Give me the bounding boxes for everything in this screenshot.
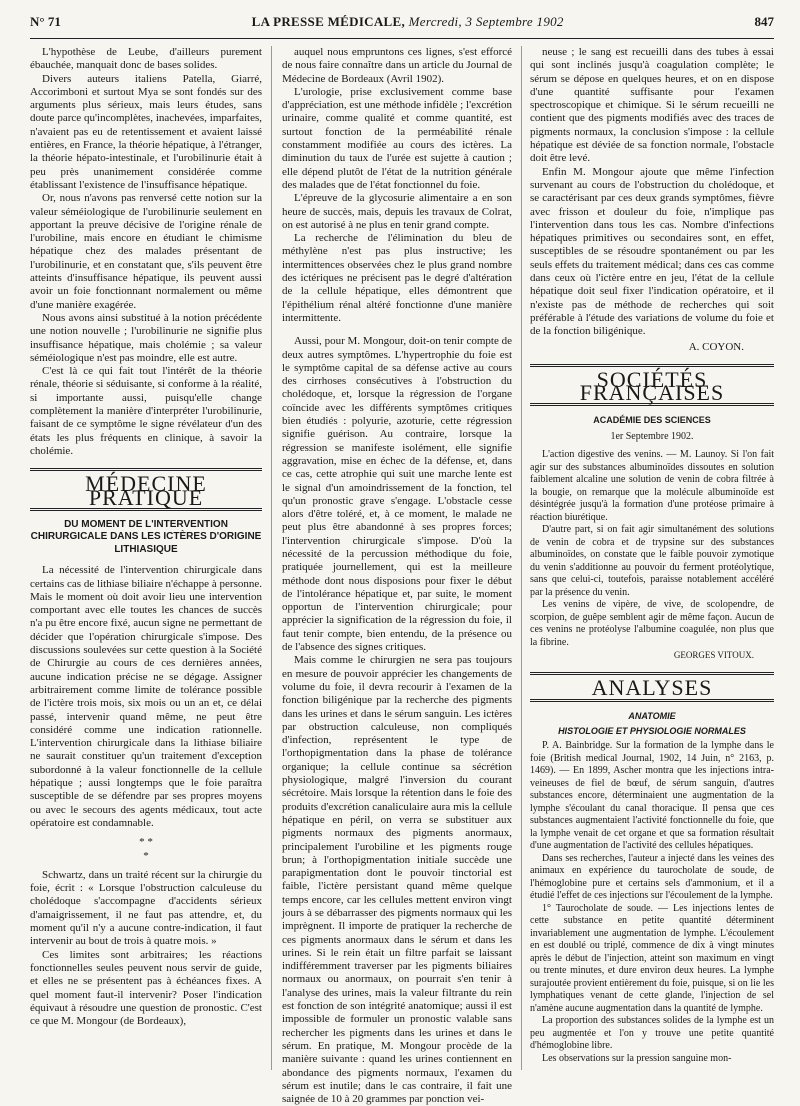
issue-date: Mercredi, 3 Septembre 1902 — [408, 14, 564, 29]
paragraph: D'autre part, si on fait agir simultanément des solutions de venin de cobra et de trypsine sur des substances albuminoïdes, on constate que le faible pouvoir zymotique du venin s'additionne au pouvoir du ferment protéolytique, sans que celui-ci, toutefois, paraisse notablement accéléré par la présence du venin. — [530, 524, 774, 598]
paragraph: C'est là ce qui fait tout l'intérêt de la théorie rénale, théorie si séduisante, si conforme à la réalité, si importante aussi, puisqu'elle change complètement la manière d'interpréter l'urobilinurie, faisant de ce symptôme le signe révélateur d'un des états les plus fréquents en clinique, à savoir la cholémie. — [30, 365, 262, 457]
paragraph-gap — [282, 325, 512, 335]
category-heading: ANATOMIE — [628, 710, 676, 721]
paragraph: 1° Taurocholate de soude. — Les injections lentes de cette substance en petite quantité déterminent invariablement une augmentation de lymphe. L'écoulement en est doublé ou triplé, commence de dix à vingt minutes après le début de l'injection, atteint son maximum en vingt ou trente minutes, et dure environ deux heures. La lymphe surajoutée provient entièrement du foie, puisque, si on lie les lymphatiques venant de cette glande, l'injection de sel n'amène aucune augmentation dans la quantité de lymphe. — [530, 902, 774, 1014]
page-header — [30, 14, 774, 39]
paragraph: Aussi, pour M. Mongour, doit-on tenir compte de deux autres symptômes. L'hypertrophie du foie est le symptôme capital de sa défense active au cours des cirrhoses consécutives à l'obstruction du cholédoque, et, lorsque la régression de l'organe coïncide avec les différents symptômes critiques bien étudiés : polyurie, azoturie, cette régression signifie guérison. Au contraire, lorsque la régression se manifeste isolément, elle signifie aggravation, mise en échec de la défense, et, dans ce cas, cette atrophie qui suit une marche lente est le signal d'un amoindrissement de la fonction, tel qu'un pronostic grave s'engage. L'obstacle cesse alors d'être toléré, et, à ce moment, le malade ne peut plus être abandonné à ses propres forces; l'intervention chirurgicale s'impose. D'où la nécessité de la percussion méthodique du foie, pratiquée journellement, qui est la meilleure méthode dont nous disposions pour fixer le début de l'intolérance hépatique et, par suite, le moment opportun de l'intervention chirurgicale; pour apprécier la signification de la régression du foie, il faut tenir compte, bien entendu, de la présence ou de l'absence des signes critiques. — [282, 335, 512, 654]
paragraph: Nous avons ainsi substitué à la notion précédente une notion nouvelle ; l'urobilinurie ne signifie plus insuffisance hépatique, mais cholémie ; sa valeur séméiologique n'est pas moindre, elle est autre. — [30, 311, 262, 364]
category-heading: HISTOLOGIE ET PHYSIOLOGIE NORMALES — [558, 725, 746, 736]
paragraph: L'urologie, prise exclusivement comme base d'appréciation, est une méthode infidèle ; l'excrétion urinaire, comme qualité et comme quantité, est surtout fonction de la perméabilité rénale constamment modifiée au cours des ictères. La diminution du taux de l'urée est sujette à caution ; elle dépend plutôt de l'état de la nutrition générale des malades que de l'état fonctionnel du foie. — [282, 85, 512, 191]
subsection-heading: ACADÉMIE DES SCIENCES — [593, 415, 711, 426]
paragraph: L'action digestive des venins. — M. Launoy. Si l'on fait agir sur des substances albuminoïdes dissoutes en solution faiblement alcaline une solution de venin de cobra filtrée à la bougie, on remarque que la molécule albuminoïde est désintégrée jusqu'à la formation d'une protéose primaire à réaction biurétique. — [530, 449, 774, 523]
author-signature: A. COYON. — [688, 340, 744, 353]
section-title-medecine-pratique: MÉDECINE PRATIQUE — [30, 468, 262, 511]
issue-number: N° 71 — [30, 14, 61, 29]
paragraph: La recherche de l'élimination du bleu de méthylène n'est pas plus instructive; les intermittences observées chez le plus grand nombre des ictériques ne précisent pas le degré d'altération de la cellule hépatique, elles démontrent que l'épithélium rénal altéré fonctionne d'une manière intermittente. — [282, 232, 512, 324]
paragraph: Divers auteurs italiens Patella, Giarré, Accorimboni et surtout Mya se sont fondés sur des arguments plus sérieux, mais leurs études, sans doute parce qu'incomplètes, inachevées, imparfaites, n'avaient pas eu de retentissement et avaient laissé entières, en France, la théorie hépatique, à l'étranger, la théorie hépato-intestinale, et l'urobilinurie était à peu près unanimement considérée comme établissant l'existence de l'insuffisance hépatique. — [30, 72, 262, 191]
paragraph: neuse ; le sang est recueilli dans des tubes à essai qui sont inclinés jusqu'à coagulation complète; le sérum se dépose en quelques heures, et on en dispose d'une quantité suffisante pour l'examen spectroscopique et chimique. Si le sérum recueilli ne contient que des pigments modifiés avec des traces de pigments normaux, la conclusion s'impose : la cellule hépatique est déviée de sa fonction normale, l'obstacle doit être levé. — [530, 46, 774, 165]
column-divider — [521, 46, 522, 1070]
running-title — [252, 14, 564, 30]
article-title: DU MOMENT DE L'INTERVENTION CHIRURGICALE DANS LES ICTÈRES D'ORIGINE LITHIASIQUE — [30, 518, 262, 555]
session-date: 1er Septembre 1902. — [610, 430, 694, 442]
section-title-analyses: ANALYSES — [530, 672, 774, 701]
paragraph: La proportion des substances solides de la lymphe est un peu augmentée et l'on y trouve une petite quantité d'hémoglobine libre. — [530, 1015, 774, 1052]
paragraph: Dans ses recherches, l'auteur a injecté dans les veines des animaux en expérience du taurocholate de soude, de l'hémoglobine pure et certains sels d'ammonium, et il a étudié l'effet de ces injections sur l'écoulement de la lymphe. — [530, 852, 774, 902]
journal-name: LA PRESSE MÉDICALE, — [251, 14, 406, 29]
author-signature: GEORGES VITOUX. — [673, 650, 754, 661]
paragraph: Or, nous n'avons pas renversé cette notion sur la valeur séméiologique de l'urobilinurie seulement en apportant la preuve décisive de l'origine rénale de l'urobiline, mais encore en étudiant le chimisme hépatique chez des malades présentant de l'urobilinurie, et en constatant que, s'ils peuvent être atteints d'insuffisance hépatique, ils peuvent aussi avoir un foie fonctionnant normalement ou même d'une manière exagérée. — [30, 192, 262, 311]
page-number: 847 — [754, 14, 774, 29]
paragraph: L'hypothèse de Leube, d'ailleurs purement ébauchée, manquait donc de bases solides. — [30, 46, 262, 72]
section-title-societes: SOCIÉTÉS FRANÇAISES — [530, 364, 774, 407]
column-1 — [30, 46, 262, 1070]
paragraph: Enfin M. Mongour ajoute que même l'infection survenant au cours de l'obstruction du cholédoque, et se caractérisant par ces deux grands symptômes, fièvre avec frisson et douleur du foie, n'implique pas l'intervention dans tous les cas. Nombre d'infections hépatiques primitives ou secondaires sont, en effet, susceptibles de se résoudre spontanément ou par les seuls effets du traitement médical; dans ces cas comme dans ceux où l'ictère entre en jeu, l'état de la cellule hépatique doit seul fixer l'indication opératoire, et il n'existe pas de méthode de recherches qui soit préférable à l'étude des variations de volume du foie et de la fonction biligénique. — [530, 165, 774, 338]
paragraph: Mais comme le chirurgien ne sera pas toujours en mesure de pouvoir apprécier les changements de volume du foie, il devra recourir à l'examen de la fonction biligénique par la recherche des pigments dans les urines et dans le sérum sanguin. Les ictères par obstruction calculeuse, non compliqués d'infection, représentent le type de l'orthopigmentation dans la phase de tolérance organique; la cellule continue sa sécrétion physiologique, malgré l'inversion du courant sécrétoire. Mais lorsque la rétention dans le foie des produits d'excrétion canaliculaire aura mis la cellule hépatique en péril, on verra se substituer aux pigments normaux des pigments anormaux, principalement l'urobiline et les pigments rouge brun; à l'orthopigmentation initiale succède une parapigmentation dont le pouvoir tinctorial est faible, l'ictère persistant quand même quelque temps encore, car les cellules mettent environ vingt jours à se débarrasser des pigments normaux qui les imprègnent. Il importe de pratiquer la recherche de ces pigments anormaux dans le sérum et dans les urines. Si le rein était un filtre parfait se laissant indifféremment traverser par les pigments biliaires normaux ou anormaux, on pourrait s'en tenir à l'analyse des urines, mais la valeur filtrante du rein est fonction de son intégrité anatomique; aussi il est impossible de formuler un pronostic valable sans rechercher les pigments dans les urines et dans le sérum. En pratique, M. Mongour procède de la manière suivante : quand les urines contiennent en abondance des pigments normaux, l'examen du sérum est inutile; dans le cas contraire, il fait une saignée de 10 à 20 grammes par ponction vei- — [282, 654, 512, 1106]
paragraph: La nécessité de l'intervention chirurgicale dans certains cas de lithiase biliaire n'échappe à personne. Mais le moment où doit avoir lieu une intervention comportant avec elle toutes les chances de succès n'a pu être encore fixé, aucun signe ne permettant de décider que l'opération chirurgicale s'impose. Des discussions soulevées sur cette question à la Société de Chirurgie au cours de ces dernières années, aucune indication précise ne se dégage. Assigner arbitrairement comme limite de tolérance possible de l'ictère trois mois, six mois ou un an et, ce délai passé, intervenir quand même, ne peut être considéré comme une indication rationnelle. L'intervention chirurgicale dans la lithiase biliaire ne saurait constituer qu'un traitement d'exception subordonné à la valeur fonctionnelle de la cellule hépatique ; aussi longtemps que le foie paraîtra susceptible de se défendre par ses propres moyens ou avec le secours des agents médicaux, tout acte opératoire est condamnable. — [30, 564, 262, 829]
paragraph: Ces limites sont arbitraires; les réactions fonctionnelles seules peuvent nous servir de guide, et elles ne se présentent pas à échéances fixes. A quel moment faut-il intervenir? Poser l'indication équivaut à résoudre une question de pronostic. C'est ce que M. Mongour (de Bordeaux), — [30, 948, 262, 1028]
column-2 — [282, 46, 512, 1106]
column-divider — [271, 46, 272, 1070]
column-3 — [530, 46, 774, 1070]
paragraph: L'épreuve de la glycosurie alimentaire a en son heure de succès, mais, depuis les travaux de Colrat, on est autorisé à ne plus en tenir grand compte. — [282, 192, 512, 231]
paragraph: Les venins de vipère, de vive, de scolopendre, de scorpion, de guêpe semblent agir de même façon. Aucun de ces venins ne protéolyse l'albumine coagulée, non plus que la fibrine. — [530, 599, 774, 648]
paragraph: P. A. Bainbridge. Sur la formation de la lymphe dans le foie (British medical Journal, 1902, 14 Juin, n° 2163, p. 1469). — En 1899, Ascher montra que les injections intra-veineuses de fiel de bœuf, de sérum sanguin, d'autres substances encore, déterminaient une augmentation de la lymphe s'écoulant du canal thoracique. Il pensa que ces substances augmentaient l'activité fonctionnelle du foie, que la lymphe venait de cet organe et que sa formation résultait d'une augmentation de l'activité des cellules hépatiques. — [530, 740, 774, 852]
paragraph: Les observations sur la pression sanguine mon- — [542, 1052, 732, 1064]
paragraph: auquel nous empruntons ces lignes, s'est efforcé de nous faire connaître dans un article du Journal de Médecine de Bordeaux (Avril 1902). — [282, 46, 512, 85]
paragraph: Schwartz, dans un traité récent sur la chirurgie du foie, écrit : « Lorsque l'obstruction calculeuse du cholédoque s'accompagne d'accidents sérieux d'amaigrissement, il ne faut pas attendre, et, du moment qu'il n'y a aucune contre-indication, il faut intervenir au bout de trois à quatre mois. » — [30, 868, 262, 948]
section-separator: * * * — [139, 836, 153, 862]
